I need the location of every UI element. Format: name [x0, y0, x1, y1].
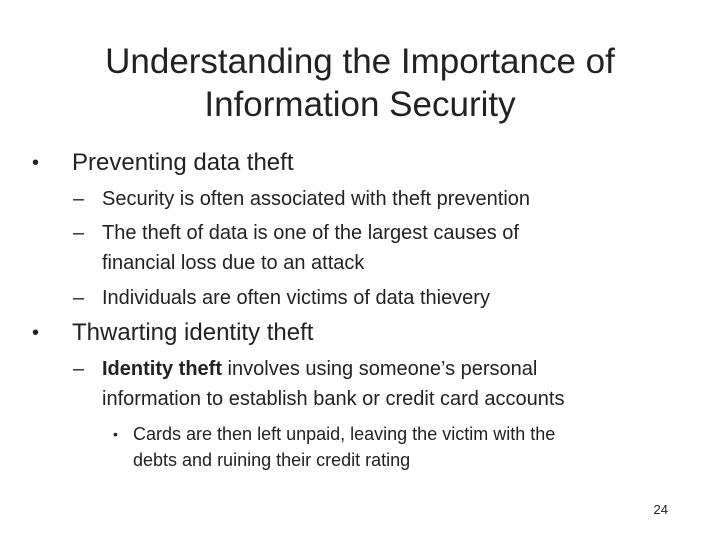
bullet-text: Thwarting identity theft — [72, 319, 314, 346]
dash-icon: – — [73, 222, 85, 244]
sub-sub-bullet-text: Cards are then left unpaid, leaving the victim with the — [133, 424, 556, 444]
dash-icon: – — [73, 188, 85, 210]
title-line: Understanding the Importance of — [105, 42, 615, 81]
bullet-icon: • — [32, 152, 40, 174]
sub-bullet-text — [102, 357, 537, 382]
title-line: Information Security — [204, 85, 516, 124]
bullet-icon: • — [32, 322, 40, 344]
sub-bullet-text: information to establish bank or credit card accounts — [102, 388, 565, 410]
sub-bullet-text: Security is often associated with theft prevention — [102, 188, 531, 210]
sub-bullet-text: financial loss due to an attack — [102, 252, 365, 274]
sub-bullet-text: Individuals are often victims of data thievery — [102, 287, 490, 309]
sub-bullet-text-rest: involves using someone’s personal — [222, 358, 538, 380]
sub-bullet-text: The theft of data is one of the largest causes of — [102, 222, 519, 244]
bold-term: Identity theft — [102, 358, 222, 380]
page-number: 24 — [653, 502, 668, 517]
dash-icon: – — [73, 287, 85, 309]
bullet-text: Preventing data theft — [72, 149, 294, 176]
bullet-icon: • — [113, 426, 118, 442]
slide-title — [60, 40, 660, 126]
sub-sub-bullet-text: debts and ruining their credit rating — [133, 450, 411, 470]
dash-icon: – — [73, 358, 85, 380]
